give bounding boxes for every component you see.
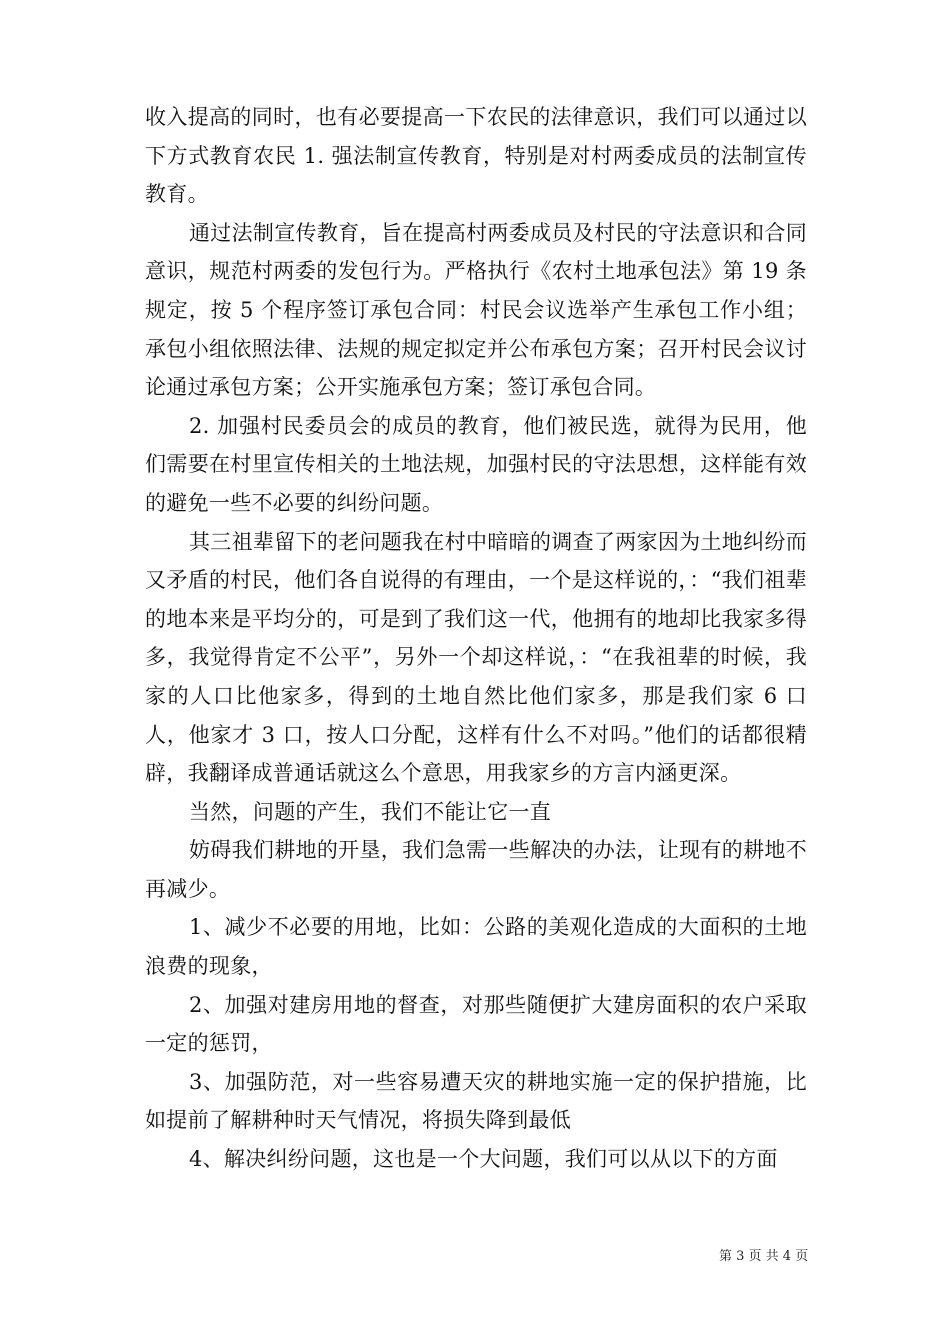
paragraph-solutions-needed: 妨碍我们耕地的开垦，我们急需一些解决的办法，让现有的耕地不再减少。 — [145, 838, 807, 901]
list-item-housing-supervision: 2、加强对建房用地的督查，对那些随便扩大建房面积的农户采取一定的惩罚， — [145, 992, 807, 1056]
paragraph-village-committee-education: 2. 加强村民委员会的成员的教育，他们被民选，就得为民用，他们需要在村里宣传相关的土地法规，加强村民的守法思想，这样能有效的避免一些不必要的纠纷问题。 — [145, 413, 807, 515]
page-number-footer: 第 3 页 共 4 页 — [719, 1249, 809, 1264]
paragraph-legal-awareness-intro: 收入提高的同时，也有必要提高一下农民的法律意识，我们可以通过以下方式教育农民 1. 强法制宣传教育，特别是对村两委成员的法制宣传教育。 — [145, 105, 807, 207]
paragraph-legal-education: 通过法制宣传教育，旨在提高村两委成员及村民的守法意识和合同意识，规范村两委的发包行为。严格执行《农村土地承包法》第 19 条规定，按 5 个程序签订承包合同：村民会议选举产生承包工作小组；承包小组依照法律、法规的规定拟定并公布承包方案；召开村民会议讨论通过承包方案；公开实施承包方案；签订承包合同。 — [145, 220, 807, 400]
list-item-resolve-disputes: 4、解决纠纷问题，这也是一个大问题，我们可以从以下的方面 — [189, 1147, 778, 1172]
list-item-disaster-prevention: 3、加强防范，对一些容易遭天灾的耕地实施一定的保护措施，比如提前了解耕种时天气情况，将损失降到最低 — [145, 1069, 807, 1133]
paragraph-ancestral-land-dispute: 其三祖辈留下的老问题我在村中暗暗的调查了两家因为土地纠纷而又矛盾的村民，他们各自说得的有理由，一个是这样说的，：“我们祖辈的地本来是平均分的，可是到了我们这一代，他拥有的地却比我家多得多，我觉得肯定不公平”，另外一个却这样说，：“在我祖辈的时候，我家的人口比他家多，得到的土地自然比他们家多，那是我们家 6 口人，他家才 3 口，按人口分配，这样有什么不对吗。”他们的话都很精辟，我翻译成普通话就这么个意思，用我家乡的方言内涵更深。 — [145, 529, 807, 786]
document-body — [145, 98, 807, 1179]
list-item-reduce-land-use: 1、减少不必要的用地，比如：公路的美观化造成的大面积的土地浪费的现象， — [145, 915, 807, 979]
paragraph-problem-arises: 当然，问题的产生，我们不能让它一直 — [189, 799, 552, 824]
